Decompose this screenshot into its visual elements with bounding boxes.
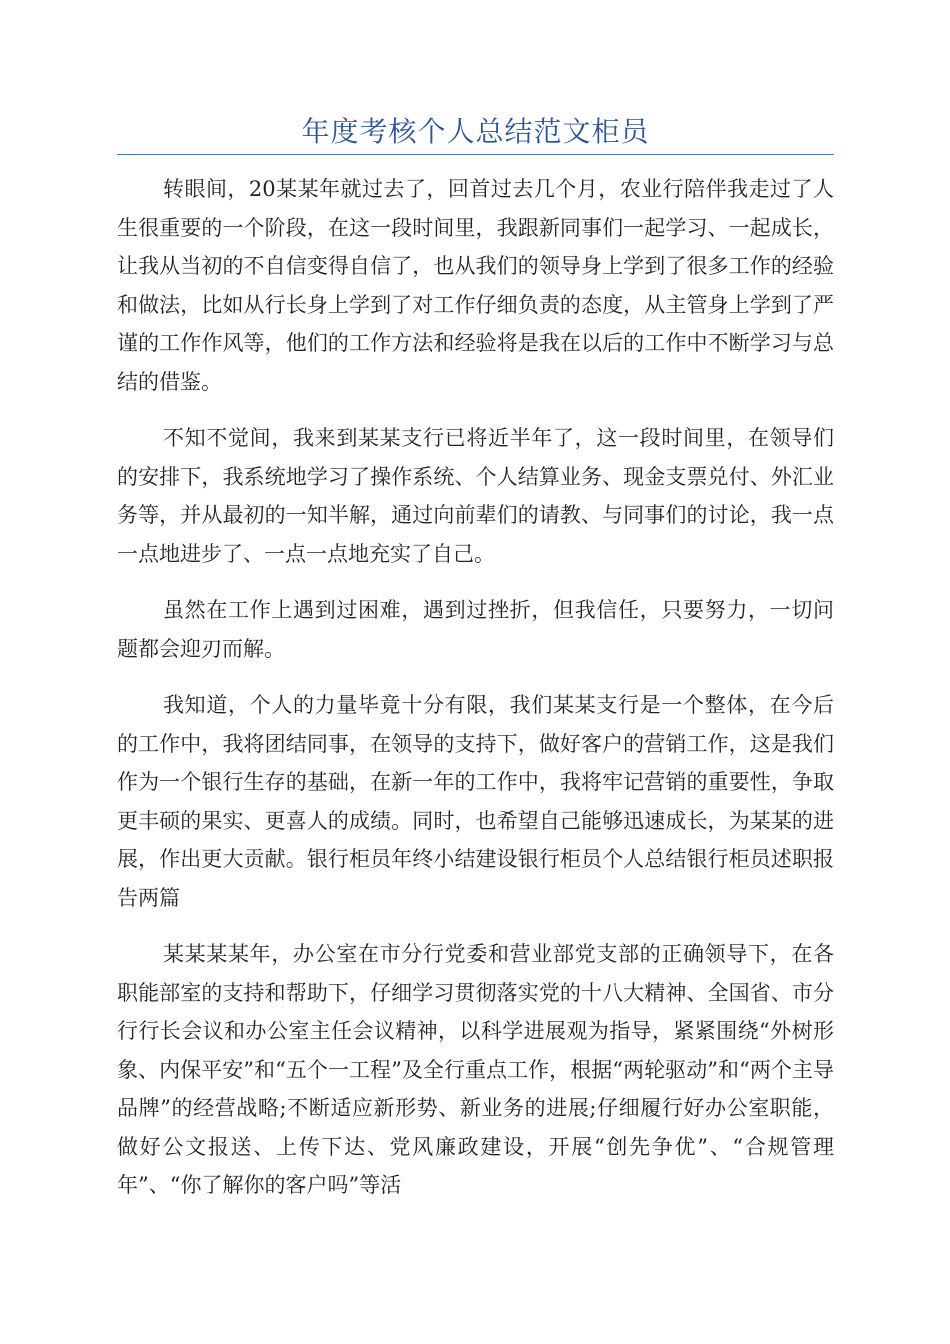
- document-title: 年度考核个人总结范文柜员: [301, 115, 650, 148]
- paragraph-1: 转眼间，20某某年就过去了，回首过去几个月，农业行陪伴我走过了人生很重要的一个阶段，在这一段时间里，我跟新同事们一起学习、一起成长，让我从当初的不自信变得自信了，也从我们的领导身上学到了很多工作的经验和做法，比如从行长身上学到了对工作仔细负责的态度，从主管身上学到了严谨的工作作风等，他们的工作方法和经验将是我在以后的工作中不断学习与总结的借鉴。: [117, 177, 834, 394]
- title-underline: [117, 154, 834, 155]
- paragraph-2: 不知不觉间，我来到某某支行已将近半年了，这一段时间里，在领导们的安排下，我系统地学习了操作系统、个人结算业务、现金支票兑付、外汇业务等，并从最初的一知半解，通过向前辈们的请教、与同事们的讨论，我一点一点地进步了、一点一点地充实了自己。: [117, 426, 834, 566]
- paragraph-4: 我知道，个人的力量毕竟十分有限，我们某某支行是一个整体，在今后的工作中，我将团结同事，在领导的支持下，做好客户的营销工作，这是我们作为一个银行生存的基础，在新一年的工作中，我将牢记营销的重要性，争取更丰硕的果实、更喜人的成绩。同时，也希望自己能够迅速成长，为某某的进展，作出更大贡献。银行柜员年终小结建设银行柜员个人总结银行柜员述职报告两篇: [117, 693, 834, 910]
- paragraph-3: 虽然在工作上遇到过困难，遇到过挫折，但我信任，只要努力，一切问题都会迎刃而解。: [117, 598, 834, 661]
- document-body: [117, 170, 834, 1223]
- paragraph-5: 某某某某年，办公室在市分行党委和营业部党支部的正确领导下，在各职能部室的支持和帮助下，仔细学习贯彻落实党的十八大精神、全国省、市分行行长会议和办公室主任会议精神，以科学进展观为指导，紧紧围绕“外树形象、内保平安”和“五个一工程”及全行重点工作，根据“两轮驱动”和“两个主导品牌”的经营战略;不断适应新形势、新业务的进展;仔细履行好办公室职能，做好公文报送、上传下达、党风廉政建设，开展“创先争优”、“合规管理年”、“你了解你的客户吗”等活: [117, 942, 834, 1197]
